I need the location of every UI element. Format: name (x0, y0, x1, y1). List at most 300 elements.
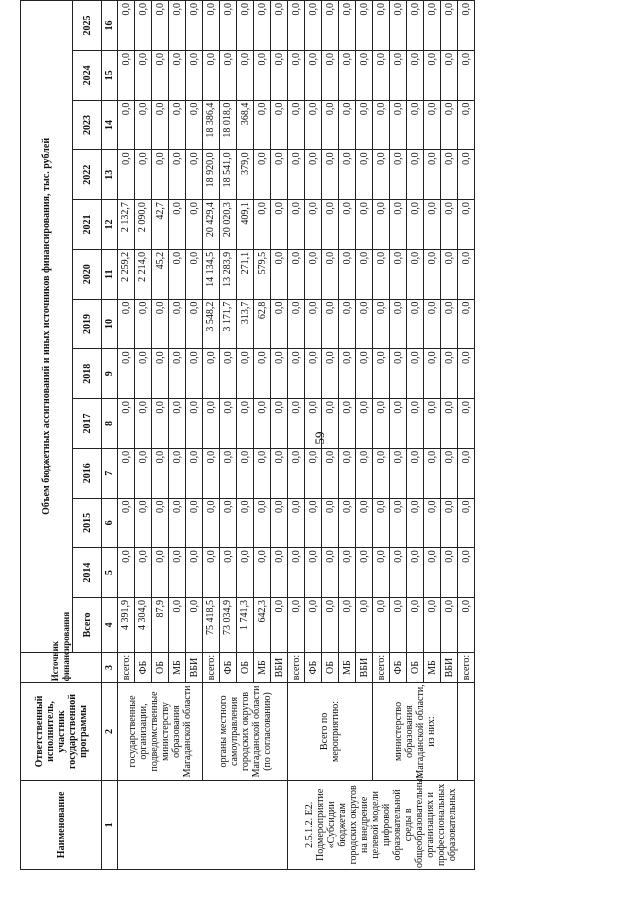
source-cell: всего: (203, 652, 220, 682)
value-cell: 0,0 (441, 598, 458, 653)
value-cell: 0,0 (356, 598, 373, 653)
value-cell: 0,0 (118, 399, 135, 449)
value-cell: 0,0 (356, 249, 373, 299)
value-cell: 0,0 (373, 598, 390, 653)
value-cell: 0,0 (322, 598, 339, 653)
value-cell: 2 132,7 (118, 200, 135, 250)
source-cell: ВБИ (271, 652, 288, 682)
value-cell: 0,0 (390, 150, 407, 200)
header-executor: Ответственный исполнитель, участник государственной программы (21, 683, 102, 780)
column-index: 13 (102, 150, 118, 200)
value-cell: 0,0 (186, 100, 203, 150)
column-index: 11 (102, 249, 118, 299)
value-cell: 0,0 (288, 249, 305, 299)
column-index: 16 (102, 1, 118, 51)
value-cell: 0,0 (441, 299, 458, 349)
value-cell: 0,0 (305, 200, 322, 250)
value-cell: 0,0 (152, 548, 169, 598)
value-cell: 0,0 (407, 50, 424, 100)
value-cell: 0,0 (339, 598, 356, 653)
executor-cell: министерство образования Магаданской области, из них: (373, 683, 458, 780)
value-cell: 0,0 (373, 299, 390, 349)
column-index: 7 (102, 448, 118, 498)
value-cell: 0,0 (118, 548, 135, 598)
value-cell: 0,0 (458, 150, 475, 200)
value-cell: 0,0 (186, 399, 203, 449)
value-cell: 271,1 (237, 249, 254, 299)
value-cell: 0,0 (152, 448, 169, 498)
value-cell: 0,0 (254, 1, 271, 51)
source-cell: МБ (254, 652, 271, 682)
value-cell: 0,0 (237, 448, 254, 498)
value-cell: 0,0 (441, 548, 458, 598)
value-cell: 0,0 (458, 399, 475, 449)
column-index: 1 (102, 780, 118, 869)
column-index: 14 (102, 100, 118, 150)
header-source: Источник финансирования (21, 652, 102, 682)
header-volume: Объем бюджетных ассигнований и иных источников финансирования, тыс. рублей (21, 1, 73, 653)
value-cell: 0,0 (254, 498, 271, 548)
value-cell: 0,0 (288, 100, 305, 150)
value-cell: 0,0 (271, 299, 288, 349)
value-cell: 4 304,0 (135, 598, 152, 653)
value-cell: 0,0 (118, 50, 135, 100)
value-cell: 0,0 (186, 200, 203, 250)
value-cell: 0,0 (339, 299, 356, 349)
value-cell: 62,8 (254, 299, 271, 349)
value-cell: 0,0 (305, 50, 322, 100)
table-row (118, 1, 135, 870)
value-cell: 0,0 (254, 399, 271, 449)
value-cell: 42,7 (152, 200, 169, 250)
value-cell: 0,0 (322, 299, 339, 349)
value-cell: 0,0 (254, 349, 271, 399)
value-cell: 0,0 (458, 548, 475, 598)
value-cell: 0,0 (424, 1, 441, 51)
value-cell: 0,0 (254, 548, 271, 598)
value-cell: 18 386,4 (203, 100, 220, 150)
source-cell: ОБ (322, 652, 339, 682)
value-cell: 13 283,9 (220, 249, 237, 299)
value-cell: 0,0 (305, 448, 322, 498)
value-cell: 20 429,4 (203, 200, 220, 250)
value-cell: 0,0 (152, 399, 169, 449)
value-cell: 0,0 (424, 548, 441, 598)
column-index: 8 (102, 399, 118, 449)
value-cell: 45,2 (152, 249, 169, 299)
value-cell: 0,0 (169, 598, 186, 653)
value-cell: 0,0 (390, 548, 407, 598)
value-cell: 0,0 (322, 50, 339, 100)
value-cell: 0,0 (390, 100, 407, 150)
value-cell: 0,0 (373, 399, 390, 449)
value-cell: 0,0 (118, 349, 135, 399)
value-cell: 0,0 (237, 349, 254, 399)
value-cell: 579,5 (254, 249, 271, 299)
value-cell: 0,0 (237, 498, 254, 548)
value-cell: 0,0 (458, 1, 475, 51)
value-cell: 0,0 (322, 448, 339, 498)
value-cell: 0,0 (305, 598, 322, 653)
value-cell: 0,0 (373, 548, 390, 598)
value-cell: 0,0 (118, 150, 135, 200)
value-cell: 0,0 (288, 200, 305, 250)
executor-cell: органы местного самоуправления городских округов Магаданской области (по согласованию) (203, 683, 288, 780)
value-cell: 0,0 (322, 1, 339, 51)
value-cell: 0,0 (424, 399, 441, 449)
value-cell: 0,0 (152, 1, 169, 51)
value-cell: 0,0 (169, 1, 186, 51)
value-cell: 0,0 (390, 249, 407, 299)
value-cell: 87,9 (152, 598, 169, 653)
value-cell: 0,0 (441, 100, 458, 150)
value-cell: 0,0 (441, 150, 458, 200)
value-cell: 0,0 (339, 349, 356, 399)
value-cell: 0,0 (135, 299, 152, 349)
value-cell: 0,0 (254, 200, 271, 250)
event-name-cell: 2.5.1.2. Е2. Подмероприятие «Субсидии бюджетам городских округов на внедрение целевой модели цифровой образовательной среды в общеобразовательных организациях и профессиональных образовательных (288, 780, 475, 869)
value-cell: 0,0 (441, 50, 458, 100)
value-cell: 0,0 (169, 150, 186, 200)
source-cell: ФБ (135, 652, 152, 682)
value-cell: 0,0 (458, 249, 475, 299)
value-cell: 0,0 (271, 448, 288, 498)
value-cell: 0,0 (339, 448, 356, 498)
source-cell: МБ (169, 652, 186, 682)
value-cell: 0,0 (322, 200, 339, 250)
value-cell: 0,0 (390, 498, 407, 548)
value-cell: 642,3 (254, 598, 271, 653)
value-cell: 0,0 (305, 100, 322, 150)
value-cell: 0,0 (220, 349, 237, 399)
value-cell: 0,0 (169, 299, 186, 349)
value-cell: 0,0 (441, 498, 458, 548)
value-cell: 0,0 (424, 50, 441, 100)
source-cell: ВБИ (356, 652, 373, 682)
value-cell: 0,0 (407, 349, 424, 399)
value-cell: 14 134,5 (203, 249, 220, 299)
value-cell: 75 418,5 (203, 598, 220, 653)
value-cell: 0,0 (424, 100, 441, 150)
value-cell: 0,0 (373, 349, 390, 399)
value-cell: 0,0 (152, 50, 169, 100)
value-cell: 0,0 (288, 1, 305, 51)
header-year: 2014 (73, 548, 102, 598)
source-cell: всего: (288, 652, 305, 682)
value-cell: 0,0 (339, 200, 356, 250)
column-index: 5 (102, 548, 118, 598)
value-cell: 1 741,3 (237, 598, 254, 653)
value-cell: 0,0 (135, 349, 152, 399)
value-cell: 0,0 (424, 598, 441, 653)
source-cell: ОБ (237, 652, 254, 682)
value-cell: 0,0 (373, 200, 390, 250)
value-cell: 0,0 (356, 1, 373, 51)
value-cell: 0,0 (271, 598, 288, 653)
value-cell: 0,0 (390, 598, 407, 653)
column-index: 4 (102, 598, 118, 653)
value-cell: 0,0 (118, 100, 135, 150)
value-cell: 0,0 (390, 399, 407, 449)
value-cell: 0,0 (322, 349, 339, 399)
value-cell: 0,0 (373, 498, 390, 548)
value-cell: 0,0 (288, 299, 305, 349)
value-cell: 2 259,2 (118, 249, 135, 299)
value-cell: 0,0 (390, 1, 407, 51)
value-cell: 0,0 (220, 1, 237, 51)
value-cell: 0,0 (169, 399, 186, 449)
value-cell: 0,0 (186, 349, 203, 399)
value-cell: 0,0 (356, 299, 373, 349)
value-cell: 0,0 (424, 150, 441, 200)
value-cell: 0,0 (152, 150, 169, 200)
value-cell: 0,0 (135, 399, 152, 449)
value-cell: 0,0 (186, 299, 203, 349)
value-cell: 0,0 (271, 100, 288, 150)
source-cell: ОБ (152, 652, 169, 682)
table-header (21, 1, 118, 870)
value-cell: 0,0 (407, 299, 424, 349)
column-index: 9 (102, 349, 118, 399)
value-cell: 0,0 (135, 448, 152, 498)
value-cell: 0,0 (356, 548, 373, 598)
value-cell: 0,0 (356, 448, 373, 498)
value-cell: 18 018,0 (220, 100, 237, 150)
source-cell: МБ (339, 652, 356, 682)
value-cell: 0,0 (441, 448, 458, 498)
value-cell: 0,0 (220, 399, 237, 449)
table-body (118, 1, 475, 870)
header-total: Всего (73, 598, 102, 653)
value-cell: 0,0 (135, 498, 152, 548)
value-cell: 0,0 (186, 1, 203, 51)
value-cell: 0,0 (254, 150, 271, 200)
value-cell: 0,0 (152, 299, 169, 349)
value-cell: 0,0 (288, 150, 305, 200)
value-cell: 0,0 (271, 349, 288, 399)
value-cell: 0,0 (339, 1, 356, 51)
value-cell: 0,0 (339, 249, 356, 299)
value-cell: 0,0 (135, 548, 152, 598)
value-cell: 3 171,7 (220, 299, 237, 349)
executor-cell: государственные организации, подведомственные министерству образования Магаданской области (118, 683, 203, 780)
column-index: 6 (102, 498, 118, 548)
value-cell: 0,0 (390, 448, 407, 498)
header-year: 2020 (73, 249, 102, 299)
value-cell: 0,0 (118, 448, 135, 498)
value-cell: 0,0 (169, 448, 186, 498)
value-cell: 0,0 (407, 598, 424, 653)
executor-cell: Всего по мероприятию: (288, 683, 373, 780)
value-cell: 0,0 (288, 448, 305, 498)
value-cell: 0,0 (373, 1, 390, 51)
value-cell: 2 214,0 (135, 249, 152, 299)
value-cell: 0,0 (271, 548, 288, 598)
value-cell: 0,0 (305, 548, 322, 598)
value-cell: 0,0 (118, 299, 135, 349)
value-cell: 0,0 (186, 598, 203, 653)
value-cell: 0,0 (169, 548, 186, 598)
value-cell: 0,0 (186, 150, 203, 200)
value-cell: 0,0 (135, 1, 152, 51)
value-cell: 0,0 (152, 100, 169, 150)
value-cell: 0,0 (288, 548, 305, 598)
value-cell: 0,0 (407, 200, 424, 250)
value-cell: 0,0 (203, 349, 220, 399)
value-cell: 0,0 (458, 448, 475, 498)
value-cell: 0,0 (254, 50, 271, 100)
value-cell: 0,0 (237, 399, 254, 449)
value-cell: 0,0 (458, 349, 475, 399)
header-year: 2015 (73, 498, 102, 548)
value-cell: 0,0 (152, 349, 169, 399)
value-cell: 0,0 (441, 399, 458, 449)
value-cell: 0,0 (305, 150, 322, 200)
header-name: Наименование (21, 780, 102, 869)
value-cell: 0,0 (407, 399, 424, 449)
value-cell: 0,0 (407, 548, 424, 598)
value-cell: 0,0 (152, 498, 169, 548)
value-cell: 18 920,0 (203, 150, 220, 200)
value-cell: 0,0 (424, 299, 441, 349)
table-row (458, 1, 475, 870)
value-cell: 0,0 (203, 548, 220, 598)
event-name-cell (118, 780, 288, 869)
header-year: 2016 (73, 448, 102, 498)
value-cell: 0,0 (322, 548, 339, 598)
value-cell: 0,0 (237, 548, 254, 598)
value-cell: 0,0 (424, 200, 441, 250)
value-cell: 0,0 (237, 1, 254, 51)
value-cell: 0,0 (305, 1, 322, 51)
value-cell: 0,0 (407, 1, 424, 51)
source-cell: МБ (424, 652, 441, 682)
table-row (203, 1, 220, 870)
column-index: 3 (102, 652, 118, 682)
value-cell: 0,0 (424, 448, 441, 498)
value-cell: 0,0 (288, 349, 305, 399)
value-cell: 0,0 (305, 299, 322, 349)
value-cell: 0,0 (288, 50, 305, 100)
value-cell: 0,0 (356, 150, 373, 200)
value-cell: 73 034,9 (220, 598, 237, 653)
value-cell: 0,0 (339, 548, 356, 598)
value-cell: 2 090,0 (135, 200, 152, 250)
source-cell: ФБ (220, 652, 237, 682)
value-cell: 18 541,0 (220, 150, 237, 200)
value-cell: 0,0 (169, 249, 186, 299)
value-cell: 0,0 (220, 498, 237, 548)
header-year: 2024 (73, 50, 102, 100)
value-cell: 0,0 (271, 399, 288, 449)
header-year: 2023 (73, 100, 102, 150)
page-number: 59 (312, 431, 327, 445)
value-cell: 0,0 (118, 1, 135, 51)
value-cell: 0,0 (441, 200, 458, 250)
source-cell: всего: (118, 652, 135, 682)
value-cell: 0,0 (169, 100, 186, 150)
column-index: 2 (102, 683, 118, 780)
value-cell: 368,4 (237, 100, 254, 150)
value-cell: 0,0 (424, 498, 441, 548)
executor-cell (458, 683, 475, 780)
value-cell: 0,0 (424, 349, 441, 399)
value-cell: 0,0 (441, 349, 458, 399)
value-cell: 0,0 (305, 498, 322, 548)
value-cell: 0,0 (458, 498, 475, 548)
value-cell: 409,1 (237, 200, 254, 250)
value-cell: 0,0 (390, 50, 407, 100)
value-cell: 0,0 (203, 399, 220, 449)
value-cell: 0,0 (186, 498, 203, 548)
value-cell: 0,0 (305, 249, 322, 299)
value-cell: 0,0 (458, 100, 475, 150)
value-cell: 0,0 (118, 498, 135, 548)
value-cell: 0,0 (373, 50, 390, 100)
value-cell: 0,0 (458, 200, 475, 250)
value-cell: 0,0 (288, 399, 305, 449)
value-cell: 0,0 (169, 498, 186, 548)
value-cell: 0,0 (458, 598, 475, 653)
value-cell: 0,0 (322, 100, 339, 150)
value-cell: 0,0 (169, 349, 186, 399)
value-cell: 0,0 (356, 399, 373, 449)
value-cell: 0,0 (271, 498, 288, 548)
column-index: 15 (102, 50, 118, 100)
value-cell: 0,0 (356, 349, 373, 399)
value-cell: 0,0 (407, 448, 424, 498)
value-cell: 313,7 (237, 299, 254, 349)
value-cell: 0,0 (356, 50, 373, 100)
table-row (373, 1, 390, 870)
value-cell: 0,0 (407, 100, 424, 150)
source-cell: ФБ (305, 652, 322, 682)
header-year: 2022 (73, 150, 102, 200)
value-cell: 0,0 (288, 498, 305, 548)
value-cell: 0,0 (322, 399, 339, 449)
value-cell: 0,0 (135, 150, 152, 200)
value-cell: 0,0 (305, 349, 322, 399)
financing-table (20, 0, 475, 870)
source-cell: ОБ (407, 652, 424, 682)
value-cell: 0,0 (237, 50, 254, 100)
value-cell: 0,0 (186, 448, 203, 498)
value-cell: 0,0 (373, 448, 390, 498)
value-cell: 0,0 (135, 100, 152, 150)
value-cell: 0,0 (322, 150, 339, 200)
value-cell: 0,0 (339, 150, 356, 200)
table-row (288, 1, 305, 870)
value-cell: 0,0 (407, 249, 424, 299)
value-cell: 0,0 (322, 498, 339, 548)
value-cell: 0,0 (220, 50, 237, 100)
value-cell: 379,0 (237, 150, 254, 200)
value-cell: 0,0 (373, 150, 390, 200)
source-cell: всего: (373, 652, 390, 682)
value-cell: 0,0 (339, 399, 356, 449)
value-cell: 0,0 (271, 150, 288, 200)
value-cell: 0,0 (271, 1, 288, 51)
value-cell: 3 548,2 (203, 299, 220, 349)
value-cell: 0,0 (356, 100, 373, 150)
value-cell: 0,0 (424, 249, 441, 299)
value-cell: 0,0 (390, 349, 407, 399)
value-cell: 0,0 (288, 598, 305, 653)
value-cell: 0,0 (339, 50, 356, 100)
value-cell: 0,0 (135, 50, 152, 100)
value-cell: 0,0 (356, 200, 373, 250)
value-cell: 0,0 (407, 498, 424, 548)
